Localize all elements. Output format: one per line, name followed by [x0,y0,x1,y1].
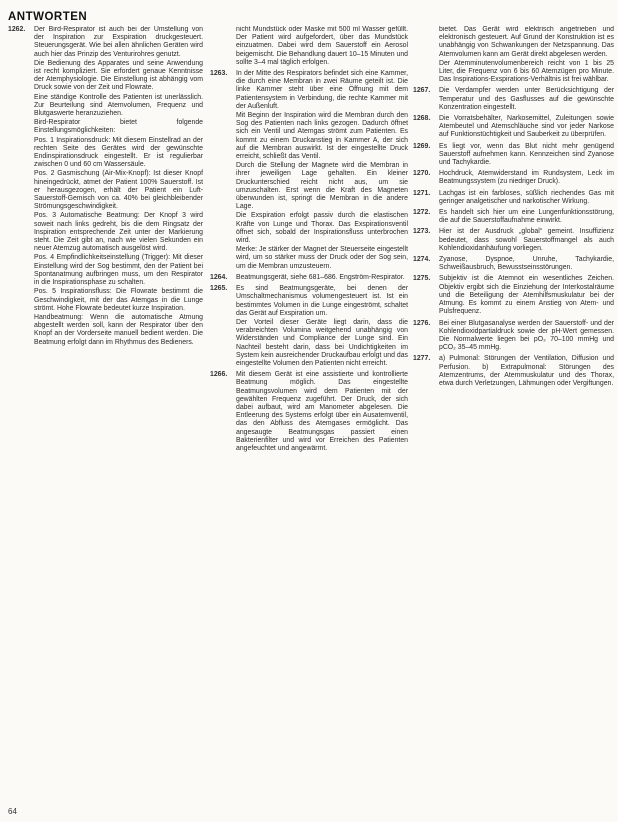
answer-number: 1266. [210,371,228,379]
answer-paragraph: Subjektiv ist die Atemnot ein wesentliches Zeichen. Objektiv ergibt sich die Einziehung der Interkostalräume und die Beteiligung der Atemhilfsmuskulatur bei der Atmung. Es kommt zu einem Anstieg von Atem- und Pulsfrequenz. [439,275,614,316]
answer-paragraph: Pos. 4 Empfindlichkeitseinstellung (Trigger): Mit dieser Einstellung wird der Sog bestimmt, den der Patient bei Spontanatmung aufbringen muss, um den Respirator in die Inspirationsphase zu schalten. [34,254,203,287]
answer-paragraph: Die Bedienung des Apparates und seine Anwendung ist recht kompliziert. Sie erfordert genaue Kenntnisse der Atemphysiologie. Die Einstellung ist abhängig vom Druck sowie von der Zeit und Flowrate. [34,59,203,92]
answer-paragraph: Die Vorratsbehälter, Narkosemittel, Zuleitungen sowie Atembeutel und Atemschläuche sind vor jeder Narkose auf Funktionstüchtigkeit und Sauberkeit zu überprüfen. [439,115,614,139]
answer-paragraph: a) Pulmonal: Störungen der Ventilation, Diffusion und Perfusion. b) Extrapulmonal: Störungen des Atemzentrums, der Atemmuskulatur und des Thorax, etwa durch Verletzungen, Lähmungen oder Vergiftungen. [439,355,614,387]
answer-number: 1274. [413,256,431,264]
answer-number: 1262. [8,26,26,33]
answer-body [34,26,203,348]
answer-entry [210,274,408,283]
answer-paragraph: Zyanose, Dyspnoe, Unruhe, Tachykardie, Schweißausbruch, Bewusstseinsstörungen. [439,256,614,272]
answer-body [439,275,614,317]
answer-paragraph: Eine ständige Kontrolle des Patienten ist unerlässlich. Zur Beurteilung sind Atemvolumen, Frequenz und Blutgaswerte heranzuziehen. [34,93,203,118]
answer-paragraph: Der Bird-Respirator ist auch bei der Umstellung von der Inspiration zur Exspiration druckgesteuert. Steuerungsgerät. Wie bei allen ähnlichen Geräten wird auch hier das Prinzip des Venturirohres genutzt. [34,26,203,58]
answer-number: 1267. [413,87,431,95]
answer-body [236,371,408,454]
text-column-3 [413,26,614,816]
answer-paragraph: Merke: Je stärker der Magnet der Steuerseite eingestellt wird, um so stärker muss der Druck oder der Sog sein, um die Membran umzusteuern. [236,246,408,270]
answer-body [236,26,408,68]
answer-paragraph: Der Vorteil dieser Geräte liegt darin, dass die verabreichten Volumina weitgehend unabhängig von Widerständen und Compliance der Lunge sind. Ein Nachteil besteht darin, dass bei Undichtigkeiten im System kein ausreichender Druckaufbau erfolgt und das eingestellte Volumen den Patienten nicht erreicht. [236,318,408,367]
page-header: ANTWORTEN [8,11,88,23]
answer-body [439,26,614,85]
answer-paragraph: Pos. 5 Inspirationsfluss: Die Flowrate bestimmt die Geschwindigkeit, mit der das Atemgas in die Lunge strömt. Hohe Flowrate bedeutet kurze Inspiration. [34,288,203,312]
answer-number: 1270. [413,170,431,178]
answer-entry [210,26,408,68]
page-number: 64 [8,807,17,816]
answer-number: 1268. [413,115,431,123]
answer-number: 1273. [413,228,431,236]
answer-number: 1272. [413,209,431,217]
answer-paragraph: Es handelt sich hier um eine Lungenfunktionsstörung, die auf die Sauerstoffaufnahme einwirkt. [439,209,614,225]
answer-entry [413,256,614,273]
answer-entry [8,26,203,348]
answer-body [439,170,614,187]
answer-number: 1275. [413,275,431,283]
answer-paragraph: Es liegt vor, wenn das Blut nicht mehr genügend Sauerstoff aufnehmen kann. Kennzeichen sind Zyanose und Tachykardie. [439,142,614,167]
answer-entry [413,143,614,169]
answer-entry [413,170,614,187]
answer-paragraph: Es sind Beatmungsgeräte, bei denen der Umschaltmechanismus volumengesteuert ist. Ist ein bestimmtes Volumen in die Lunge eingeströmt, schaltet das Gerät auf Exspiration um. [236,285,408,317]
answer-body [439,209,614,226]
answer-body [439,320,614,354]
answer-number [210,26,236,68]
answer-paragraph: In der Mitte des Respirators befindet sich eine Kammer, die durch eine Membran in zwei Räume geteilt ist. Die linke Kammer steht über eine Öffnung mit dem Patientensystem in Verbindung, die rechte Kammer mit der Außenluft. [236,70,408,110]
answer-number: 1276. [413,319,431,327]
answer-paragraph: Durch die Stellung der Magnete wird die Membran in ihrer jeweiligen Lage gehalten. Ein kleiner Druckunterschied reicht nicht aus, um sie umzuschalten. Erst wenn die Kraft des Magneten überwunden ist, springt die Membran in die andere Lage. [236,162,408,211]
answer-body [439,355,614,389]
answer-body [439,256,614,273]
answer-number: 1269. [413,142,431,150]
answer-paragraph: Mit diesem Gerät ist eine assistierte und kontrollierte Beatmung möglich. Das eingestellte Beatmungsvolumen wird dem Patienten mit der gewählten Frequenz zugeführt. Der Druck, der sich dabei aufbaut, wird am Manometer abgelesen. Die Entleerung des Systems erfolgt über ein Ausatemventil, das den Abfluss des Atemgases ermöglicht. Das angesaugte Beatmungsgas passiert einen Bakterienfilter und wird vor Erreichen des Patienten angefeuchtet und angewärmt. [236,371,408,452]
answer-entry [413,209,614,226]
answer-paragraph: Bird-Respirator bietet folgende Einstellungsmöglichkeiten: [34,119,203,135]
answer-paragraph: Die Exspiration erfolgt passiv durch die elastischen Kräfte von Lunge und Thorax. Das Exspirationsventil öffnet sich, sobald der Inspirationsfluss unterbrochen wird. [236,212,408,245]
answer-entry [413,355,614,389]
answer-number: 1277. [413,355,431,363]
answer-entry [413,87,614,113]
answer-number [413,26,439,85]
answer-number: 1265. [210,285,228,293]
answer-entry [413,26,614,85]
answer-paragraph: Der Atemminutenvolumenbereich reicht von 1 bis 25 Liter, die Frequenz von 6 bis 60 Atemzügen pro Minute. Das Inspirations-Exspirations-Verhältnis ist frei wählbar. [439,59,614,84]
answer-body [236,274,408,283]
answer-paragraph: nicht Mundstück oder Maske mit 500 ml Wasser gefüllt. Der Patient wird aufgefordert, über das Mundstück einzuatmen. Dabei wird dem Sauerstoff ein Aerosol beigemischt. Die Behandlung dauert 10–15 Minuten und sollte 3–4 mal täglich erfolgen. [236,26,408,66]
answer-entry [413,320,614,354]
answer-paragraph: Pos. 3 Automatische Beatmung: Der Knopf 3 wird soweit nach links gedreht, bis die dem Ringsatz der Inspiration entsprechende Zeit unter der Markierung steht. Die Zeit gibt an, nach wie vielen Sekunden ein neuer Atemzug automatisch ausgelöst wird. [34,212,203,253]
answer-entry [413,190,614,207]
answer-paragraph: Pos. 2 Gasmischung (Air-Mix-Knopf): Ist dieser Knopf hineingedrückt, atmet der Patient 100% Sauerstoff. Ist er herausgezogen, erhält der Patient ein Luft-Sauerstoff-Gemisch von ca. 40% bei gleichbleibender Strömungsgeschwindigkeit. [34,170,203,211]
answer-paragraph: Hochdruck, Atemwiderstand im Rundsystem, Leck im Beatmungssystem (zu niedriger Druck). [439,170,614,186]
answer-number: 1264. [210,273,228,281]
answer-number: 1271. [413,189,431,197]
answer-body [236,70,408,272]
answer-entry [210,371,408,454]
answer-paragraph: Lachgas ist ein farbloses, süßlich riechendes Gas mit geringer analgetischer und narkotischer Wirkung. [439,189,614,205]
answer-entry [413,115,614,141]
answer-number: 1263. [210,70,228,78]
answer-paragraph: Pos. 1 Inspirationsdruck: Mit diesem Einstellrad an der rechten Seite des Gerätes wird der gewünschte Endinspirationsdruck eingestellt. Er ist regulierbar zwischen 0 und 60 cm Wassersäule. [34,136,203,169]
answer-paragraph: Hier ist der Ausdruck „global“ gemeint. Insuffizienz bedeutet, dass sowohl Sauerstoffmangel als auch Kohlendioxidanhäufung vorliegen. [439,228,614,252]
answer-entry [210,70,408,272]
answer-body [439,190,614,207]
answer-body [439,228,614,254]
text-column-1 [8,26,203,816]
answer-body [236,285,408,369]
answer-paragraph: bietet. Das Gerät wird elektrisch angetrieben und elektronisch gesteuert. Auf Grund der Konstruktion ist es unabhängig von Schwankungen der Netzspannung. Das Atemvolumen kann am Gerät direkt abgelesen werden. [439,26,614,58]
answer-entry [413,275,614,317]
answer-paragraph: Handbeatmung: Wenn die automatische Atmung abgestellt werden soll, kann der Respirator über den Knopf an der Vorderseite manuell bedient werden. Die Beatmung erfolgt dann im Rhythmus des Bedieners. [34,313,203,346]
answer-body [439,143,614,169]
text-column-2 [210,26,408,816]
answer-body [439,87,614,113]
answer-paragraph: Beatmungsgerät, siehe 681–686. Engström-Respirator. [236,273,405,281]
answer-paragraph: Bei einer Blutgasanalyse werden der Sauerstoff- und der Kohlendioxidpartialdruck sowie der pH-Wert gemessen. Die Normalwerte liegen bei pO₂ 70–100 mmHg und pCO₂ 35–45 mmHg. [439,319,614,352]
answer-body [439,115,614,141]
answer-entry [210,285,408,369]
answer-paragraph: Die Verdampfer werden unter Berücksichtigung der Temperatur und des Gasflusses auf die gewünschte Konzentration eingestellt. [439,87,614,111]
answer-entry [413,228,614,254]
answer-paragraph: Mit Beginn der Inspiration wird die Membran durch den Sog des Patienten nach links gezogen. Dadurch öffnet sich ein Ventil und Atemgas strömt zum Patienten. Es kommt zu einem Druckanstieg in Kammer A, der sich auf die Membran auswirkt. Ist der eingestellte Druck erreicht, schließt das Ventil. [236,112,408,161]
